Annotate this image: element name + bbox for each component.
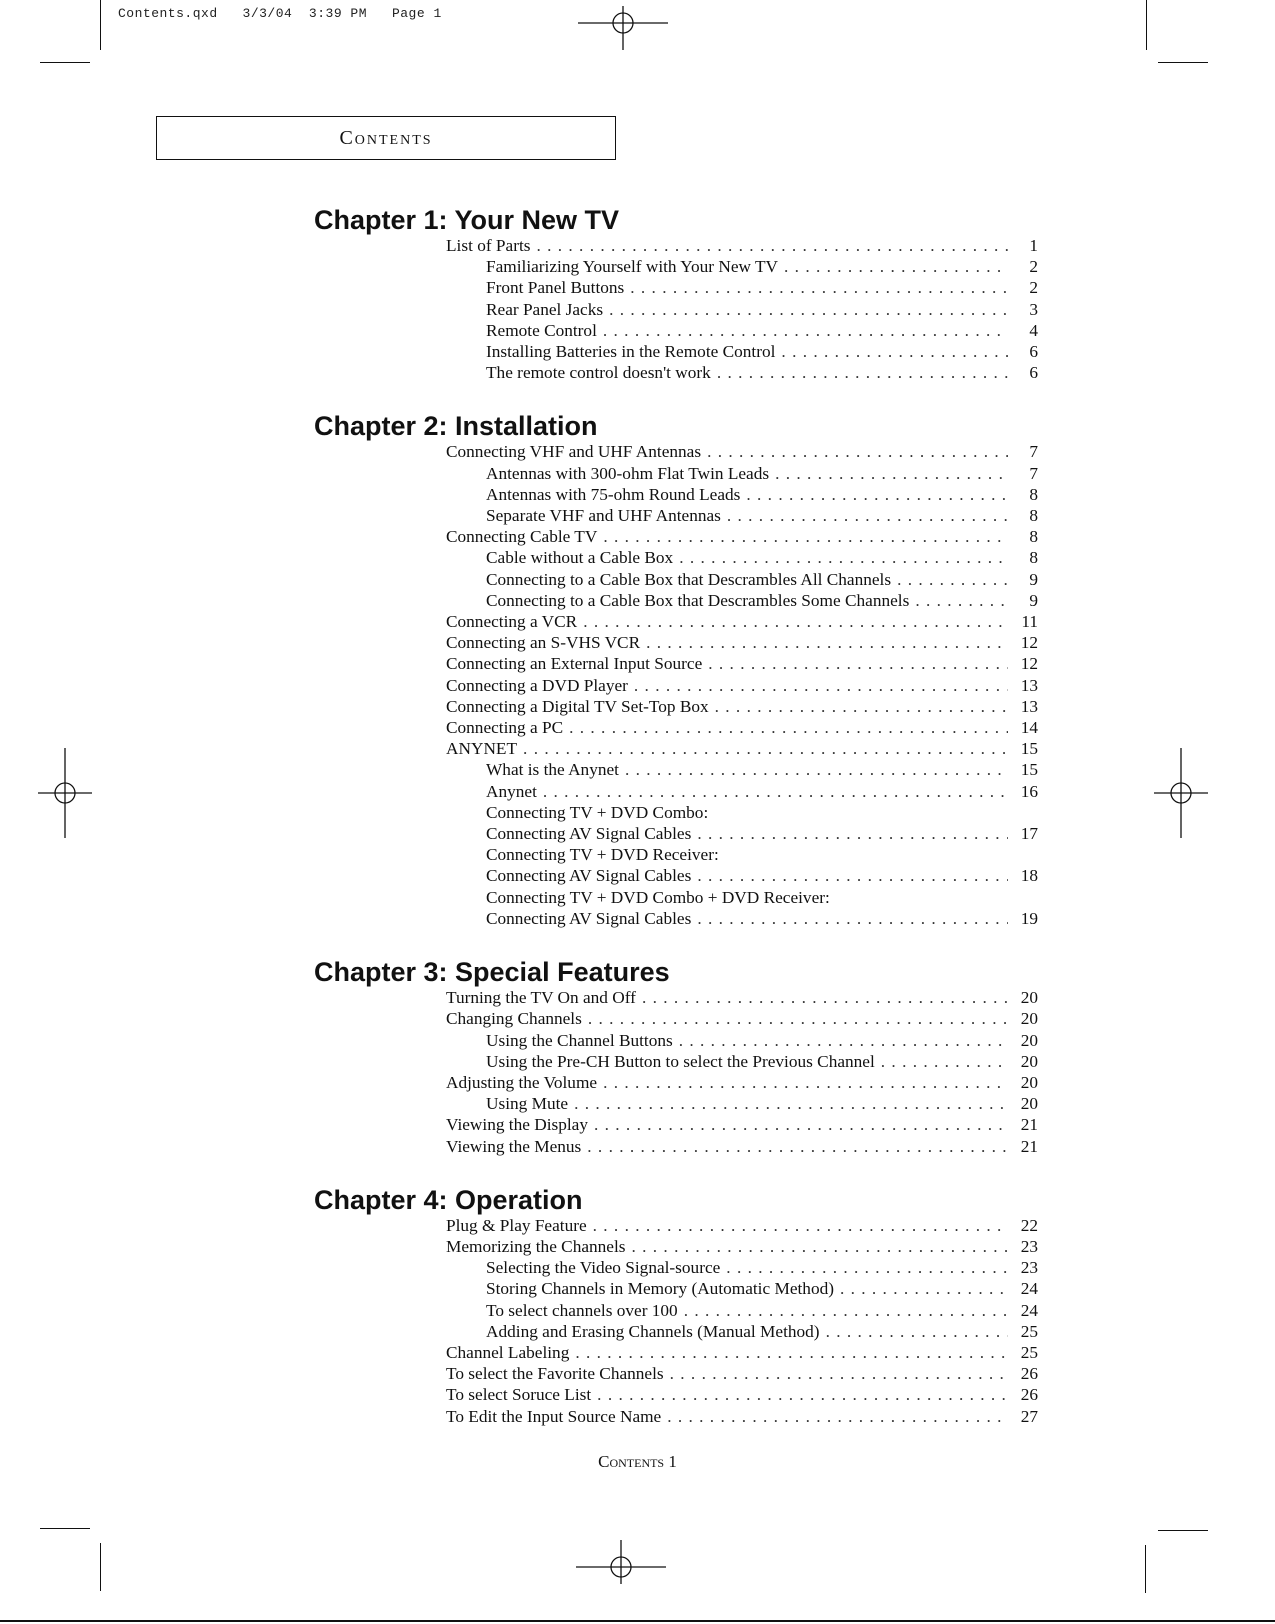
- toc-entry: [486, 1051, 1038, 1072]
- toc-entry-page: 24: [1020, 1279, 1038, 1299]
- toc-entry-title: Antennas with 75-ohm Round Leads: [486, 484, 741, 504]
- toc-entry-title: Connecting a PC: [446, 718, 564, 738]
- toc-entry-title: Connecting AV Signal Cables: [486, 866, 692, 886]
- toc-entry-page: 20: [1020, 988, 1038, 1008]
- dot-leader: [667, 1406, 1008, 1427]
- toc-entry: [446, 1236, 1038, 1257]
- toc-entry-title: Viewing the Display: [446, 1115, 588, 1135]
- toc-entry-title: To select Soruce List: [446, 1385, 592, 1405]
- toc-entry-page: 2: [1029, 257, 1038, 277]
- toc-entry-title: Changing Channels: [446, 1009, 582, 1029]
- crop-mark: [100, 1543, 101, 1591]
- dot-leader: [609, 299, 1008, 320]
- dot-leader: [543, 781, 1008, 802]
- toc-entry: [486, 1321, 1038, 1342]
- toc-entry-page: 9: [1029, 569, 1038, 589]
- toc-entry: [486, 505, 1038, 526]
- toc-entry: [486, 1278, 1038, 1299]
- dot-leader: [646, 632, 1008, 653]
- toc-entry: [446, 1136, 1038, 1157]
- toc-entry: [486, 865, 1038, 886]
- toc-entry: [446, 441, 1038, 462]
- toc-entry-page: 24: [1020, 1300, 1038, 1320]
- chapter-title: Chapter 4: Operation: [314, 1184, 583, 1215]
- toc-entry-page: 13: [1020, 675, 1038, 695]
- toc-entry-title: Connecting AV Signal Cables: [486, 824, 692, 844]
- chapter-section: [314, 411, 1038, 929]
- toc-entry: [446, 235, 1038, 256]
- toc-entry-title: Connecting VHF and UHF Antennas: [446, 442, 702, 462]
- toc-entry: [486, 844, 1038, 865]
- dot-leader: [630, 277, 1008, 298]
- page-footer: [0, 1452, 1275, 1472]
- registration-mark-icon: [20, 748, 110, 838]
- dot-leader: [746, 484, 1008, 505]
- toc-entry-title: Using the Channel Buttons: [486, 1030, 673, 1050]
- toc-entry: [486, 463, 1038, 484]
- footer-label: Contents: [598, 1452, 665, 1471]
- toc-entry: [486, 484, 1038, 505]
- dot-leader: [574, 1093, 1008, 1114]
- dot-leader: [587, 1136, 1008, 1157]
- crop-mark: [1146, 0, 1147, 50]
- toc-entry-title: Connecting an External Input Source: [446, 654, 703, 674]
- toc-entry-title: Channel Labeling: [446, 1342, 570, 1362]
- toc-entry-title: Anynet: [486, 781, 537, 801]
- toc-entry: [446, 1406, 1038, 1427]
- toc-entry-page: 25: [1020, 1321, 1038, 1341]
- toc-entry-page: 22: [1020, 1215, 1038, 1235]
- chapter-section: [314, 1185, 1038, 1427]
- dot-leader: [632, 1236, 1009, 1257]
- chapter-title: Chapter 3: Special Features: [314, 957, 670, 988]
- chapter-title: Chapter 1: Your New TV: [314, 205, 620, 235]
- toc-entry-page: 26: [1020, 1364, 1038, 1384]
- toc-entry-title: Viewing the Menus: [446, 1136, 582, 1156]
- dot-leader: [593, 1215, 1008, 1236]
- dot-leader: [775, 463, 1008, 484]
- toc-entry: [486, 590, 1038, 611]
- toc-entry: [446, 717, 1038, 738]
- toc-entry: [486, 1300, 1038, 1321]
- chapter-section: [314, 957, 1038, 1157]
- toc-entry: [446, 611, 1038, 632]
- dot-leader: [915, 590, 1008, 611]
- toc-entry: [486, 547, 1038, 568]
- toc-entry-title: Connecting TV + DVD Combo:: [486, 802, 709, 822]
- dot-leader: [708, 653, 1008, 674]
- dot-leader: [588, 1008, 1008, 1029]
- toc-entry-title: List of Parts: [446, 236, 531, 255]
- dot-leader: [717, 362, 1008, 383]
- dot-leader: [840, 1278, 1008, 1299]
- toc-entry: [446, 1384, 1038, 1405]
- dot-leader: [625, 759, 1008, 780]
- toc-entry-title: Adjusting the Volume: [446, 1072, 598, 1092]
- registration-mark-icon: [576, 1522, 666, 1612]
- toc-entry-title: Selecting the Video Signal-source: [486, 1258, 721, 1278]
- toc-entry-title: To select channels over 100: [486, 1300, 678, 1320]
- toc-entry-title: Installing Batteries in the Remote Control: [486, 342, 776, 362]
- table-of-contents: [314, 205, 1038, 1455]
- toc-entry: [486, 908, 1038, 929]
- toc-entry-page: 8: [1029, 484, 1038, 504]
- dot-leader: [881, 1051, 1008, 1072]
- toc-entry: [446, 1363, 1038, 1384]
- crop-mark: [1158, 1530, 1208, 1531]
- toc-entry: [486, 1030, 1038, 1051]
- toc-entry-page: 21: [1020, 1136, 1038, 1156]
- toc-entry: [486, 320, 1038, 341]
- toc-entry-page: 18: [1020, 866, 1038, 886]
- toc-entry-page: 7: [1029, 463, 1038, 483]
- toc-entry-title: Plug & Play Feature: [446, 1215, 587, 1235]
- toc-entry-page: 1: [1029, 236, 1038, 255]
- toc-entry-title: Familiarizing Yourself with Your New TV: [486, 257, 779, 277]
- toc-entry: [486, 1093, 1038, 1114]
- toc-entry: [486, 823, 1038, 844]
- toc-entry-page: 17: [1020, 824, 1038, 844]
- toc-entry-title: Remote Control: [486, 320, 597, 340]
- toc-entry-title: Memorizing the Channels: [446, 1236, 626, 1256]
- toc-entry-title: Storing Channels in Memory (Automatic Method): [486, 1279, 834, 1299]
- crop-mark: [100, 0, 101, 50]
- toc-entry: [486, 256, 1038, 277]
- toc-entry-page: 6: [1029, 342, 1038, 362]
- toc-entry-page: 8: [1029, 548, 1038, 568]
- toc-entry-page: 25: [1020, 1342, 1038, 1362]
- toc-entry: [446, 1342, 1038, 1363]
- toc-entry-title: Connecting a DVD Player: [446, 675, 628, 695]
- toc-entry-title: To select the Favorite Channels: [446, 1364, 664, 1384]
- contents-header: [156, 116, 616, 160]
- dot-leader: [697, 908, 1008, 929]
- toc-entry-page: 12: [1020, 633, 1038, 653]
- dot-leader: [634, 675, 1008, 696]
- toc-entry-page: 27: [1020, 1406, 1038, 1426]
- toc-entry-title: Separate VHF and UHF Antennas: [486, 506, 721, 526]
- toc-entry-page: 20: [1020, 1051, 1038, 1071]
- dot-leader: [603, 1072, 1008, 1093]
- toc-entry-page: 14: [1020, 718, 1038, 738]
- toc-entry: [446, 1008, 1038, 1029]
- dot-leader: [784, 256, 1008, 277]
- toc-entry-page: 9: [1029, 590, 1038, 610]
- toc-entry: [446, 738, 1038, 759]
- printer-slug: Contents.qxd 3/3/04 3:39 PM Page 1: [118, 6, 442, 21]
- toc-entry: [446, 1072, 1038, 1093]
- toc-entry-page: 15: [1020, 760, 1038, 780]
- crop-mark: [1145, 1545, 1146, 1593]
- toc-entry: [446, 987, 1038, 1008]
- toc-entry-page: 3: [1029, 299, 1038, 319]
- dot-leader: [726, 1257, 1008, 1278]
- toc-entry-page: 23: [1020, 1258, 1038, 1278]
- page-title: Contents: [339, 126, 433, 149]
- dot-leader: [642, 987, 1008, 1008]
- dot-leader: [597, 1384, 1008, 1405]
- dot-leader: [569, 717, 1008, 738]
- dot-leader: [594, 1114, 1008, 1135]
- toc-entry-title: Turning the TV On and Off: [446, 988, 636, 1008]
- dot-leader: [603, 526, 1008, 547]
- dot-leader: [826, 1321, 1008, 1342]
- dot-leader: [897, 569, 1008, 590]
- dot-leader: [715, 696, 1008, 717]
- toc-entry-page: 8: [1029, 506, 1038, 526]
- crop-mark: [40, 62, 90, 63]
- toc-entry-page: 15: [1020, 739, 1038, 759]
- toc-entry: [486, 299, 1038, 320]
- toc-entry-title: Connecting a VCR: [446, 612, 578, 632]
- toc-entry: [486, 569, 1038, 590]
- toc-entry-title: Rear Panel Jacks: [486, 299, 604, 319]
- toc-entry-title: Adding and Erasing Channels (Manual Method): [486, 1321, 820, 1341]
- toc-entry-title: Using the Pre-CH Button to select the Previous Channel: [486, 1051, 875, 1071]
- toc-entry-page: 20: [1020, 1072, 1038, 1092]
- toc-entry: [486, 802, 1038, 823]
- toc-entry-title: Connecting to a Cable Box that Descrambles Some Channels: [486, 590, 910, 610]
- toc-entry-title: Cable without a Cable Box: [486, 548, 674, 568]
- dot-leader: [679, 1030, 1008, 1051]
- toc-entry: [486, 277, 1038, 298]
- bottom-rule: [0, 1620, 1275, 1622]
- toc-entry-page: 16: [1020, 781, 1038, 801]
- dot-leader: [679, 547, 1008, 568]
- dot-leader: [697, 823, 1008, 844]
- toc-entry-title: Connecting TV + DVD Combo + DVD Receiver:: [486, 887, 830, 907]
- toc-entry-title: The remote control doesn't work: [486, 363, 711, 383]
- dot-leader: [575, 1342, 1008, 1363]
- dot-leader: [583, 611, 1008, 632]
- toc-entry-page: 20: [1020, 1094, 1038, 1114]
- toc-entry-title: Using Mute: [486, 1094, 569, 1114]
- toc-entry-title: Connecting a Digital TV Set-Top Box: [446, 696, 709, 716]
- dot-leader: [707, 441, 1008, 462]
- toc-entry-title: Connecting AV Signal Cables: [486, 908, 692, 928]
- toc-entry-page: 2: [1029, 278, 1038, 298]
- toc-entry-page: 4: [1029, 320, 1038, 340]
- toc-entry-page: 20: [1020, 1030, 1038, 1050]
- toc-entry: [446, 653, 1038, 674]
- toc-entry-title: Connecting an S-VHS VCR: [446, 633, 641, 653]
- toc-entry-title: Antennas with 300-ohm Flat Twin Leads: [486, 463, 770, 483]
- toc-entry-page: 13: [1020, 696, 1038, 716]
- toc-entry-title: Connecting Cable TV: [446, 527, 598, 547]
- toc-entry: [446, 696, 1038, 717]
- toc-entry: [486, 1257, 1038, 1278]
- crop-mark: [1158, 62, 1208, 63]
- toc-entry-page: 7: [1029, 442, 1038, 462]
- footer-page-number: 1: [668, 1452, 677, 1471]
- dot-leader: [536, 235, 1008, 256]
- registration-mark-icon: [1136, 748, 1226, 838]
- toc-entry: [446, 526, 1038, 547]
- registration-mark-icon: [578, 0, 668, 68]
- toc-entry-title: ANYNET: [446, 739, 518, 759]
- dot-leader: [684, 1300, 1008, 1321]
- dot-leader: [603, 320, 1008, 341]
- toc-entry-page: 12: [1020, 654, 1038, 674]
- toc-entry-title: What is the Anynet: [486, 760, 619, 780]
- toc-entry: [446, 1114, 1038, 1135]
- toc-entry-title: Connecting to a Cable Box that Descrambles All Channels: [486, 569, 892, 589]
- dot-leader: [670, 1363, 1008, 1384]
- toc-entry-page: 19: [1020, 908, 1038, 928]
- toc-entry-page: 21: [1020, 1115, 1038, 1135]
- toc-entry-title: Connecting TV + DVD Receiver:: [486, 845, 719, 865]
- chapter-section: [314, 205, 1038, 383]
- toc-entry-page: 20: [1020, 1009, 1038, 1029]
- crop-mark: [40, 1528, 90, 1529]
- chapter-title: Chapter 2: Installation: [314, 411, 598, 442]
- toc-entry: [446, 632, 1038, 653]
- toc-entry-title: Front Panel Buttons: [486, 278, 625, 298]
- toc-entry-title: To Edit the Input Source Name: [446, 1406, 662, 1426]
- toc-entry: [446, 1215, 1038, 1236]
- toc-entry-page: 23: [1020, 1236, 1038, 1256]
- toc-entry-page: 8: [1029, 527, 1038, 547]
- dot-leader: [781, 341, 1008, 362]
- toc-entry: [486, 759, 1038, 780]
- dot-leader: [697, 865, 1008, 886]
- toc-entry: [486, 781, 1038, 802]
- toc-entry: [486, 362, 1038, 383]
- toc-entry: [486, 887, 1038, 908]
- toc-entry: [486, 341, 1038, 362]
- toc-entry-page: 11: [1021, 612, 1038, 632]
- toc-entry: [446, 675, 1038, 696]
- dot-leader: [523, 738, 1008, 759]
- toc-entry-page: 26: [1020, 1385, 1038, 1405]
- toc-entry-page: 6: [1029, 363, 1038, 383]
- dot-leader: [727, 505, 1008, 526]
